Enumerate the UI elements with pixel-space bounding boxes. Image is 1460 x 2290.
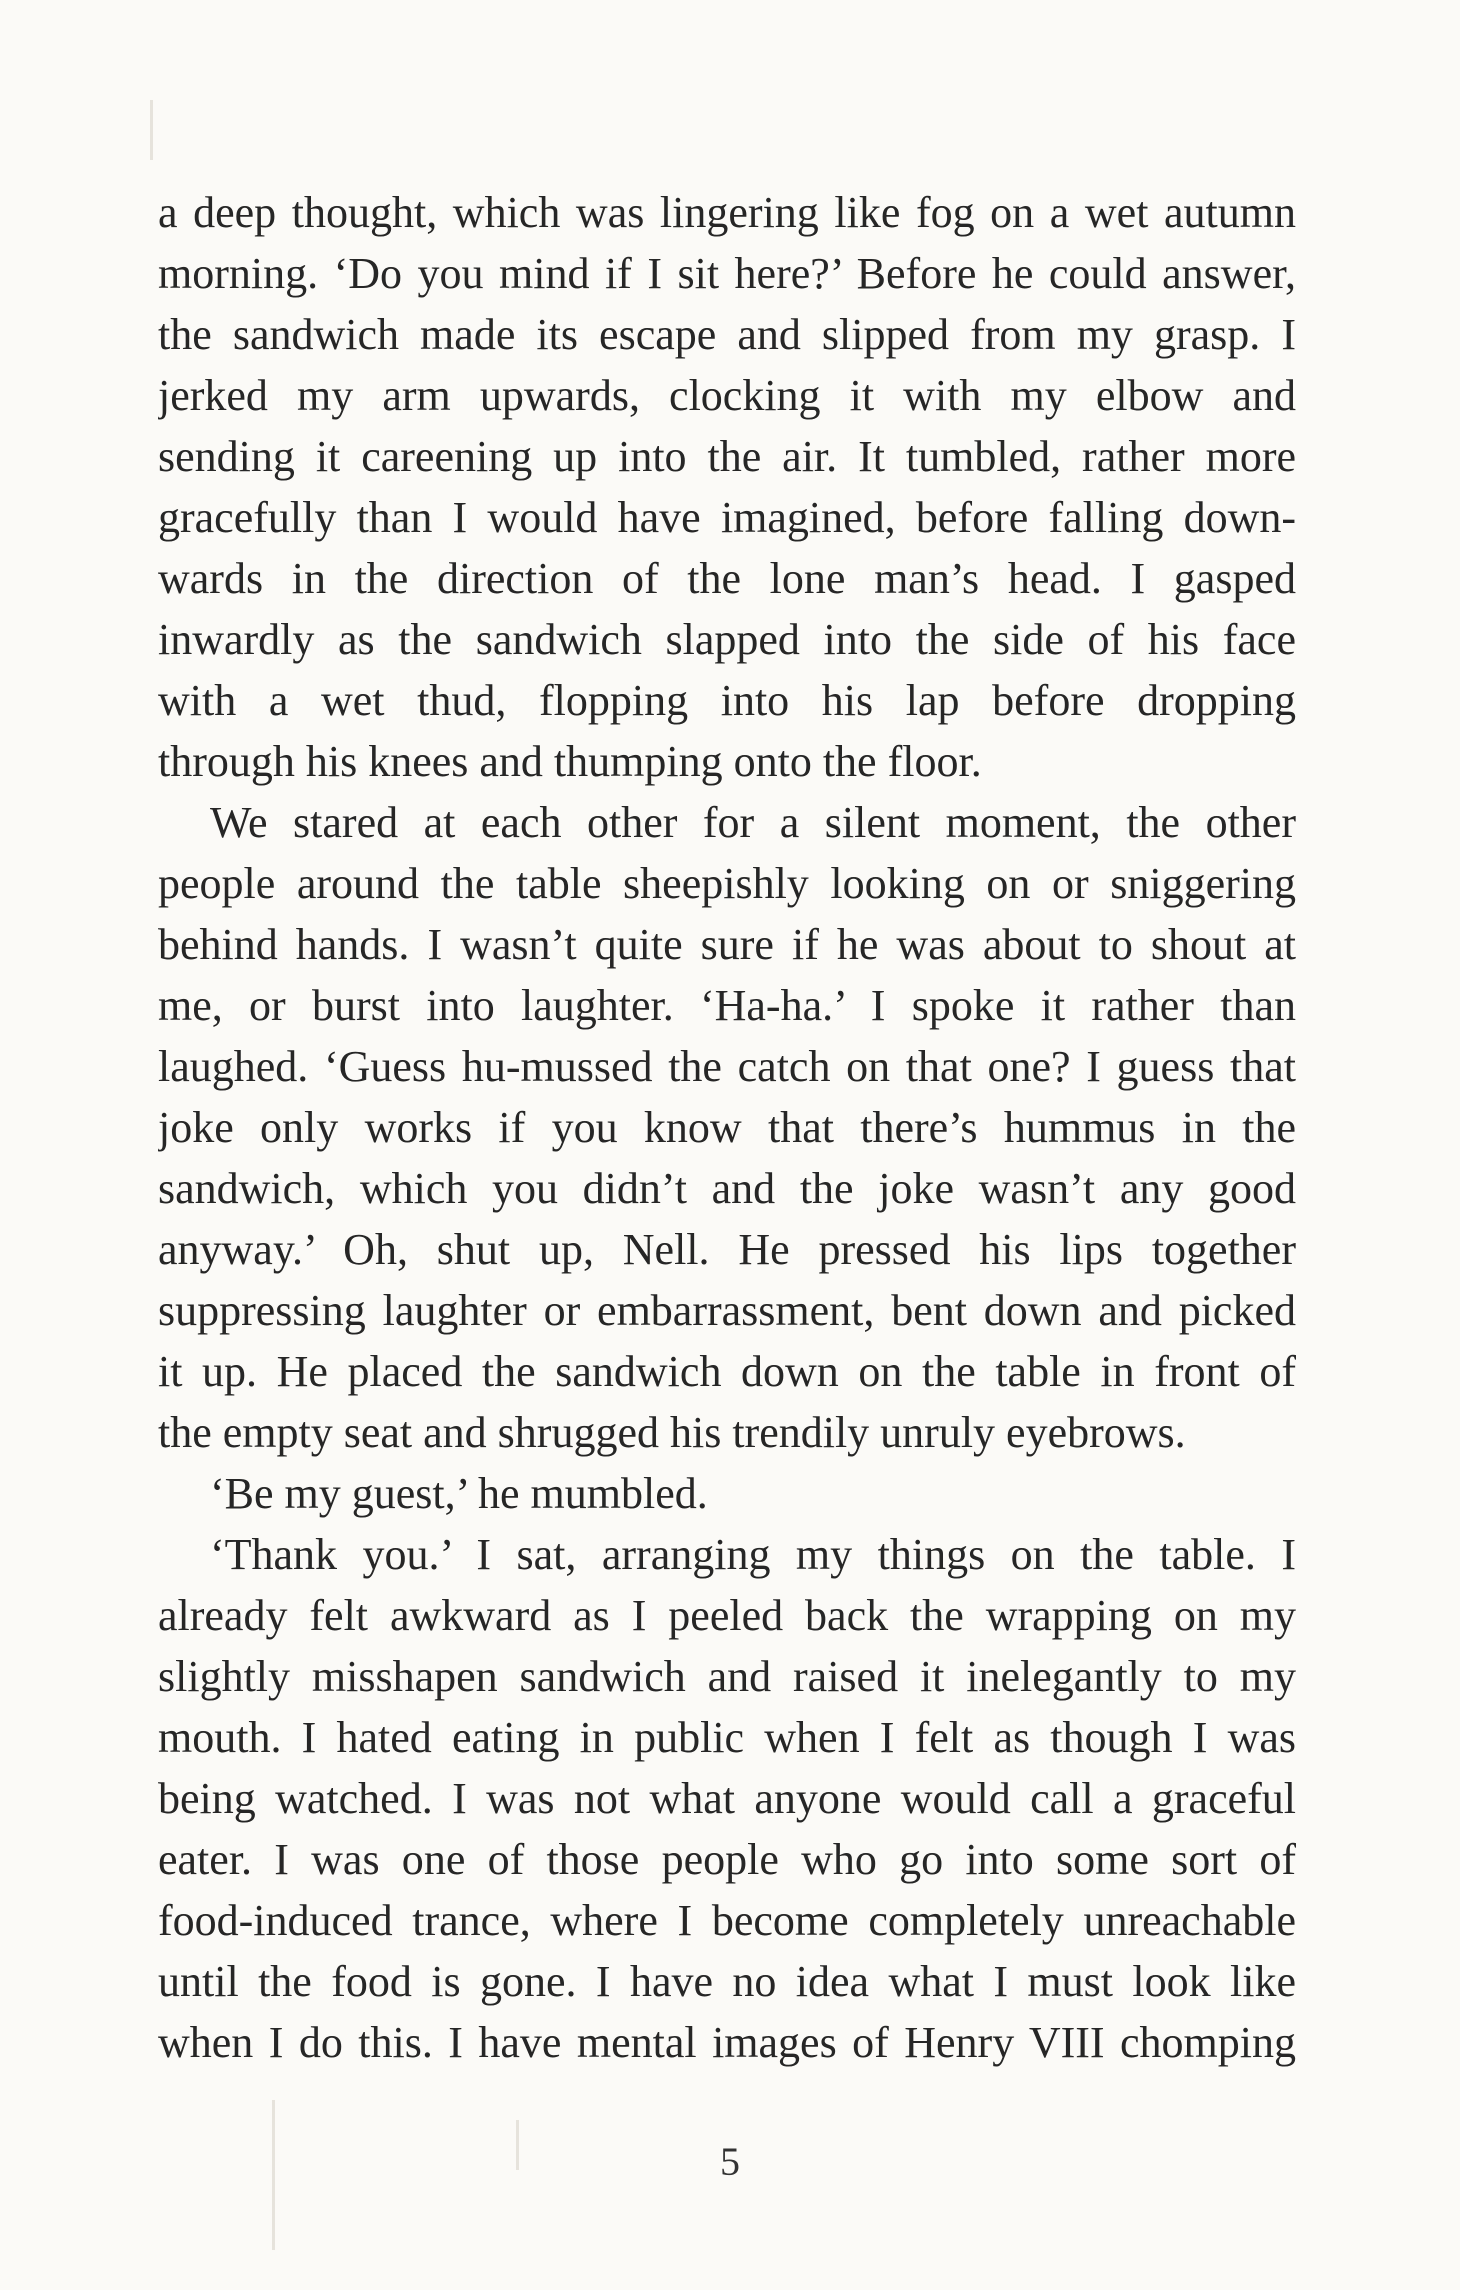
text-line: with a wet thud, flopping into his lap before dropping (158, 676, 1296, 725)
text-line: behind hands. I wasn’t quite sure if he was about to shout at (158, 920, 1296, 969)
text-line: jerked my arm upwards, clocking it with my elbow and (158, 371, 1296, 420)
text-line: a deep thought, which was lingering like fog on a wet autumn (158, 188, 1296, 237)
body-text (158, 182, 1296, 2073)
text-line: inwardly as the sandwich slapped into the side of his face (158, 615, 1296, 664)
text-line: ‘Be my guest,’ he mumbled. (210, 1469, 708, 1518)
text-line: me, or burst into laughter. ‘Ha-ha.’ I spoke it rather than (158, 981, 1296, 1030)
text-line: slightly misshapen sandwich and raised it inelegantly to my (158, 1652, 1296, 1701)
scan-mark (150, 100, 153, 160)
page-number: 5 (720, 2139, 740, 2184)
text-line: when I do this. I have mental images of Henry VIII chomping (158, 2018, 1296, 2067)
text-line: people around the table sheepishly looking on or sniggering (158, 859, 1296, 908)
scan-mark (272, 2100, 275, 2250)
text-line: ‘Thank you.’ I sat, arranging my things on the table. I (210, 1530, 1296, 1579)
text-line: until the food is gone. I have no idea what I must look like (158, 1957, 1296, 2006)
text-line: food-induced trance, where I become completely unreachable (158, 1896, 1296, 1945)
text-line: already felt awkward as I peeled back the wrapping on my (158, 1591, 1296, 1640)
text-line: suppressing laughter or embarrassment, bent down and picked (158, 1286, 1296, 1335)
text-line: wards in the direction of the lone man’s head. I gasped (158, 554, 1296, 603)
text-line: anyway.’ Oh, shut up, Nell. He pressed his lips together (158, 1225, 1296, 1274)
scan-mark (516, 2120, 519, 2170)
text-line: sandwich, which you didn’t and the joke wasn’t any good (158, 1164, 1296, 1213)
text-line: being watched. I was not what anyone would call a graceful (158, 1774, 1296, 1823)
text-line: gracefully than I would have imagined, before falling down- (158, 493, 1296, 542)
text-line: the empty seat and shrugged his trendily unruly eyebrows. (158, 1408, 1186, 1457)
text-line: the sandwich made its escape and slipped from my grasp. I (158, 310, 1296, 359)
text-line: morning. ‘Do you mind if I sit here?’ Before he could answer, (158, 249, 1296, 298)
text-line: laughed. ‘Guess hu-mussed the catch on that one? I guess that (158, 1042, 1296, 1091)
text-line: through his knees and thumping onto the floor. (158, 737, 982, 786)
text-line: sending it careening up into the air. It tumbled, rather more (158, 432, 1296, 481)
text-line: it up. He placed the sandwich down on the table in front of (158, 1347, 1296, 1396)
text-line: mouth. I hated eating in public when I felt as though I was (158, 1713, 1296, 1762)
text-line: eater. I was one of those people who go into some sort of (158, 1835, 1296, 1884)
text-line: joke only works if you know that there’s hummus in the (158, 1103, 1296, 1152)
text-line: We stared at each other for a silent moment, the other (210, 798, 1296, 847)
